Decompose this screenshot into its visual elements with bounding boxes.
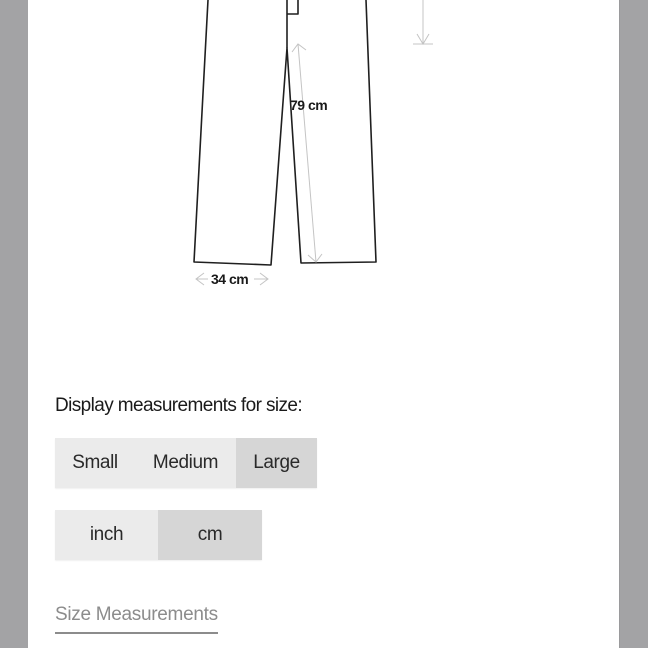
unit-option-inch[interactable]: inch: [89, 524, 124, 545]
pants-outline-illustration: [194, 0, 376, 265]
size-option-large[interactable]: Large: [236, 438, 317, 488]
modal-backdrop-right[interactable]: [620, 0, 648, 648]
size-option-medium[interactable]: Medium: [152, 452, 219, 473]
size-guide-modal: [28, 0, 619, 648]
modal-backdrop-left[interactable]: [0, 0, 28, 648]
unit-selector: [55, 510, 262, 560]
size-option-small[interactable]: Small: [72, 452, 118, 473]
pants-measurement-diagram: [28, 0, 619, 300]
size-selector: [55, 438, 317, 488]
unit-option-cm[interactable]: cm: [158, 510, 262, 560]
measurement-guides: [196, 0, 433, 285]
inseam-measurement-label: 79 cm: [290, 97, 328, 113]
size-prompt-label: Display measurements for size:: [55, 395, 303, 416]
size-measurements-heading[interactable]: Size Measurements: [55, 604, 218, 634]
hem-measurement-label: 34 cm: [211, 271, 249, 287]
